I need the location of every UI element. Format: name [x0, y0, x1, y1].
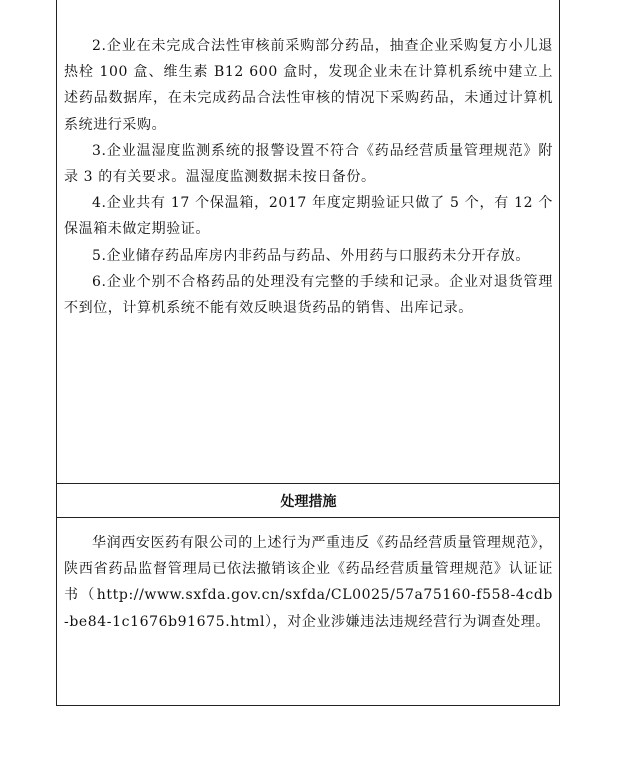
- finding-item-4: 4.企业共有 17 个保温箱，2017 年度定期验证只做了 5 个，有 12 个保温箱未做定期验证。: [64, 195, 553, 238]
- finding-item-3: 3.企业温湿度监测系统的报警设置不符合《药品经营质量管理规范》附录 3 的有关要求。温湿度监测数据未按日备份。: [64, 142, 553, 186]
- measures-cell: [57, 518, 559, 706]
- document-table: [56, 0, 560, 706]
- finding-item-2: 2.企业在未完成合法性审核前采购部分药品，抽查企业采购复方小儿退热栓 100 盒、维生素 B12 600 盒时，发现企业未在计算机系统中建立上述药品数据库，在未完成药品合法性审核的情况下采购药品，未通过计算机系统进行采购。: [64, 38, 553, 133]
- finding-item-6: 6.企业个别不合格药品的处理没有完整的手续和记录。企业对退货管理不到位，计算机系统不能有效反映退货药品的销售、出库记录。: [64, 273, 553, 317]
- measures-heading: 处理措施: [57, 483, 559, 518]
- finding-item-5: 5.企业储存药品库房内非药品与药品、外用药与口服药未分开存放。: [92, 247, 530, 264]
- measures-text: 华润西安医药有限公司的上述行为严重违反《药品经营质量管理规范》，陕西省药品监督管理局已依法撤销该企业《药品经营质量管理规范》认证证书（http://www.sxfda.gov.cn/sxfda/CL0025/57a75160-f558-4cdb-be84-1c1676b91675.html），对企业涉嫌违法违规经营行为调查处理。: [64, 535, 553, 630]
- findings-cell: [57, 0, 559, 483]
